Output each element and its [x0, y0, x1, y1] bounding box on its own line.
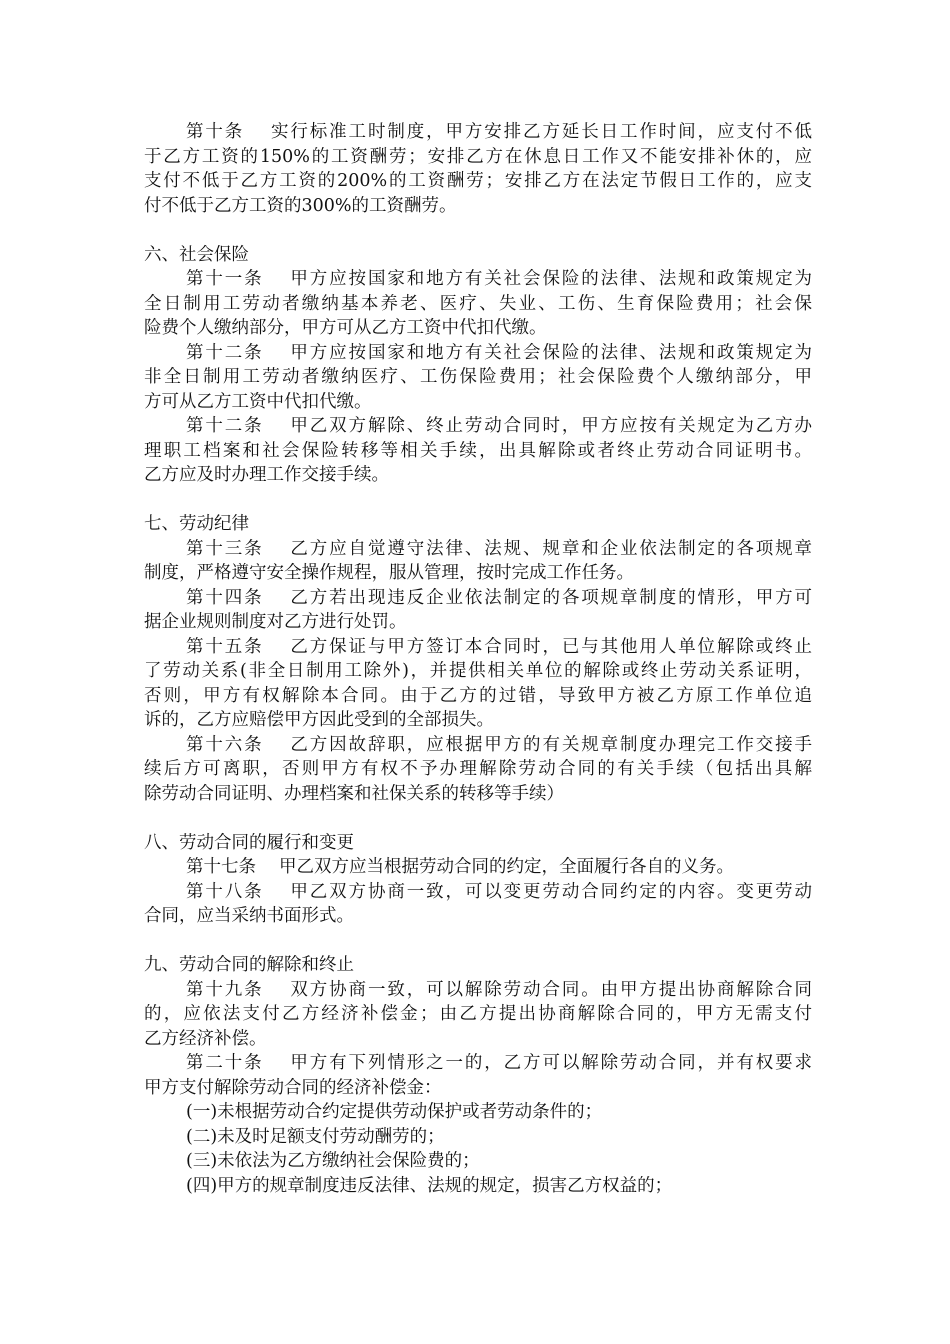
- text-line: 第十二条 甲乙双方解除、终止劳动合同时，甲方应按有关规定为乙方办: [186, 416, 812, 436]
- text-line: 了劳动关系(非全日制用工除外)，并提供相关单位的解除或终止劳动关系证明，: [144, 661, 812, 681]
- paragraph-gap: [144, 929, 812, 954]
- text-line: 全日制用工劳动者缴纳基本养老、医疗、失业、工伤、生育保险费用；社会保: [144, 293, 812, 314]
- text-line: (二)未及时足额支付劳动酬劳的；: [186, 1126, 445, 1147]
- text-line: 第十九条 双方协商一致，可以解除劳动合同。由甲方提出协商解除合同: [186, 979, 812, 1000]
- text-line: 第十七条 甲乙双方应当根据劳动合同的约定，全面履行各自的义务。: [186, 857, 735, 877]
- paragraph-gap: [144, 806, 812, 831]
- text-line: 否则，甲方有权解除本合同。由于乙方的过错，导致甲方被乙方原工作单位追: [144, 685, 812, 706]
- text-line: (三)未依法为乙方缴纳社会保险费的；: [186, 1151, 480, 1171]
- text-line: 乙方应及时办理工作交接手续。: [144, 465, 389, 485]
- text-line: 于乙方工资的150%的工资酬劳；安排乙方在休息日工作又不能安排补休的，应: [144, 146, 812, 167]
- document-page: [144, 120, 812, 1198]
- text-line: 续后方可离职，否则甲方有权不予办理解除劳动合同的有关手续（包括出具解: [144, 759, 812, 779]
- text-line: 除劳动合同证明、办理档案和社保关系的转移等手续）: [144, 783, 564, 804]
- text-line: 方可从乙方工资中代扣代缴。: [144, 391, 372, 412]
- text-line: 付不低于乙方工资的300%的工资酬劳。: [144, 195, 457, 216]
- paragraph-gap: [144, 488, 812, 513]
- text-line: 非全日制用工劳动者缴纳医疗、工伤保险费用；社会保险费个人缴纳部分，甲: [144, 367, 812, 387]
- text-line: 险费个人缴纳部分，甲方可从乙方工资中代扣代缴。: [144, 318, 547, 338]
- text-line: 乙方经济补偿。: [144, 1028, 267, 1049]
- text-line: 诉的，乙方应赔偿甲方因此受到的全部损失。: [144, 710, 494, 730]
- text-line: (四)甲方的规章制度违反法律、法规的规定，损害乙方权益的；: [186, 1175, 673, 1196]
- text-line: 第十一条 甲方应按国家和地方有关社会保险的法律、法规和政策规定为: [186, 269, 812, 289]
- text-line: 制度，严格遵守安全操作规程，服从管理，按时完成工作任务。: [144, 563, 634, 583]
- text-line: 第十八条 甲乙双方协商一致，可以变更劳动合同约定的内容。变更劳动: [186, 881, 812, 902]
- text-line: 第二十条 甲方有下列情形之一的，乙方可以解除劳动合同，并有权要求: [186, 1053, 812, 1073]
- text-line: 九、劳动合同的解除和终止: [144, 955, 354, 975]
- text-line: 据企业规则制度对乙方进行处罚。: [144, 612, 407, 632]
- text-line: 第十六条 乙方因故辞职，应根据甲方的有关规章制度办理完工作交接手: [186, 734, 812, 755]
- text-line: 八、劳动合同的履行和变更: [144, 832, 354, 853]
- text-line: 合同，应当采纳书面形式。: [144, 906, 354, 926]
- text-line: 第十四条 乙方若出现违反企业依法制定的各项规章制度的情形，甲方可: [186, 587, 812, 608]
- text-line: (一)未根据劳动合约定提供劳动保护或者劳动条件的；: [186, 1102, 603, 1122]
- text-line: 的，应依法支付乙方经济补偿金；由乙方提出协商解除合同的，甲方无需支付: [144, 1004, 812, 1024]
- text-line: 第十五条 乙方保证与甲方签订本合同时，已与其他用人单位解除或终止: [186, 636, 812, 657]
- text-line: 第十条 实行标准工时制度，甲方安排乙方延长日工作时间，应支付不低: [186, 122, 812, 142]
- text-line: 七、劳动纪律: [144, 514, 249, 534]
- text-line: 第十二条 甲方应按国家和地方有关社会保险的法律、法规和政策规定为: [186, 342, 812, 363]
- text-line: 第十三条 乙方应自觉遵守法律、法规、规章和企业依法制定的各项规章: [186, 538, 812, 559]
- text-line: 支付不低于乙方工资的200%的工资酬劳；安排乙方在法定节假日工作的，应支: [144, 171, 812, 191]
- paragraph-gap: [144, 218, 812, 243]
- text-line: 甲方支付解除劳动合同的经济补偿金：: [144, 1077, 442, 1098]
- text-line: 六、社会保险: [144, 244, 249, 265]
- text-line: 理职工档案和社会保险转移等相关手续，出具解除或者终止劳动合同证明书。: [144, 440, 812, 461]
